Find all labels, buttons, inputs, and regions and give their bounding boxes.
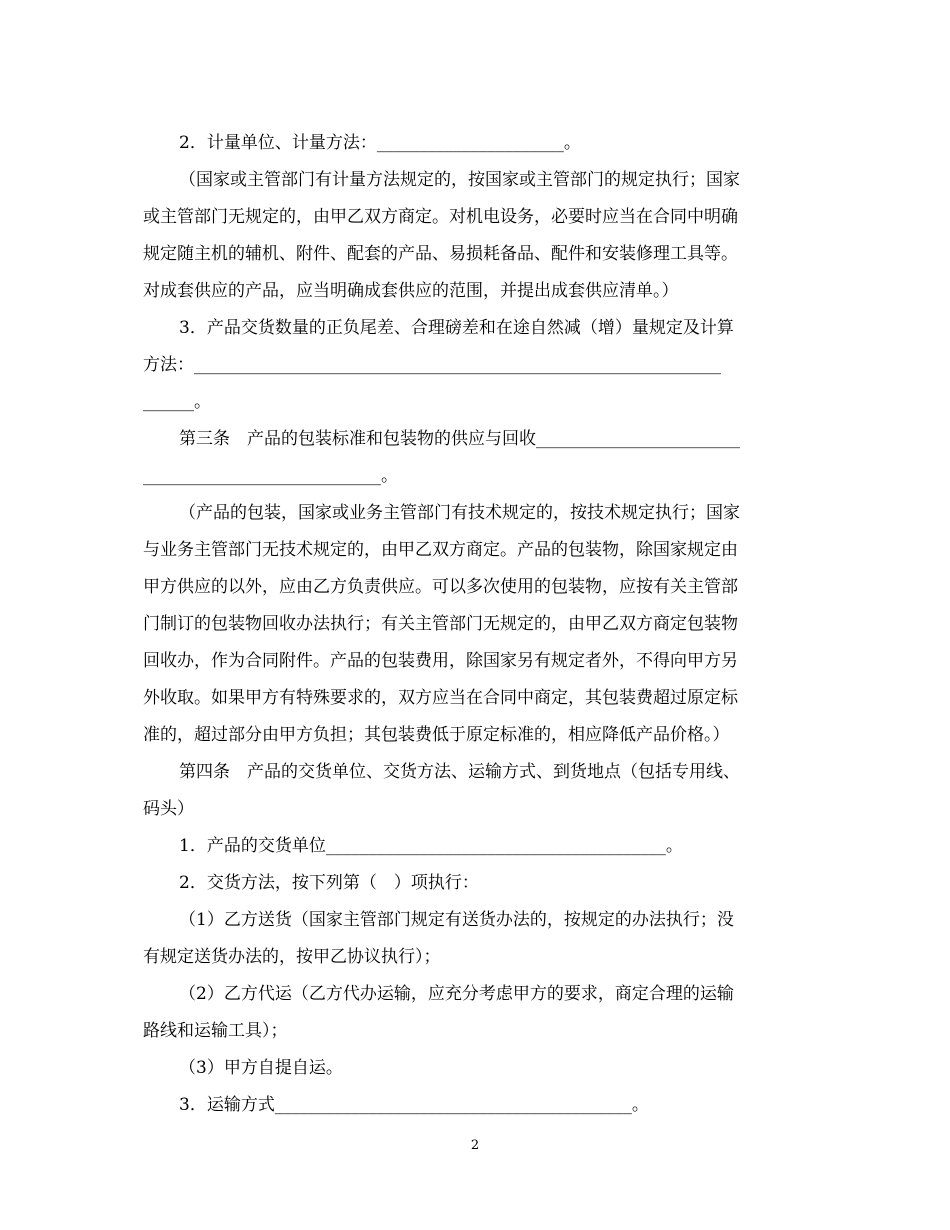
clause-2-measurement-unit: 2．计量单位、计量方法：______________________。 [179, 133, 581, 153]
clause-3-method-blank: 方法：______________________________________________________________ [143, 355, 721, 375]
packaging-note-line-5: 回收办，作为合同附件。产品的包装费用，除国家另有规定者外，不得向甲方另 [143, 651, 738, 671]
article-4-heading: 第四条 产品的交货单位、交货方法、运输方式、到货地点（包括专用线、 [179, 762, 740, 782]
clause-3-method-blank-end: ______。 [143, 392, 211, 412]
packaging-note-line-3: 甲方供应的以外，应由乙方负责供应。可以多次使用的包装物，应按有关主管部 [143, 577, 738, 597]
clause-1-delivery-unit: 1．产品的交货单位________________________________________。 [179, 836, 683, 856]
article-3-heading: 第三条 产品的包装标准和包装物的供应与回收________________________ [179, 429, 740, 449]
measurement-note-line-3: 规定随主机的辅机、附件、配套的产品、易损耗备品、配件和安装修理工具等。 [143, 244, 738, 264]
measurement-note-line-4: 对成套供应的产品，应当明确成套供应的范围，并提出成套供应清单。） [143, 281, 679, 301]
packaging-note-line-6: 外收取。如果甲方有特殊要求的，双方应当在合同中商定，其包装费超过原定标 [143, 688, 738, 708]
measurement-note-line-2: 或主管部门无规定的，由甲乙双方商定。对机电设务，必要时应当在合同中明确 [143, 207, 738, 227]
article-3-blank-end: ____________________________。 [143, 466, 398, 486]
clause-3-quantity-tolerance: 3．产品交货数量的正负尾差、合理磅差和在途自然减（增）量规定及计算 [179, 318, 734, 338]
option-1-seller-delivery-end: 有规定送货办法的，按甲乙协议执行）； [143, 947, 441, 967]
packaging-note-line-4: 门制订的包装物回收办法执行；有关主管部门无规定的，由甲乙双方商定包装物 [143, 614, 738, 634]
article-4-heading-end: 码头） [143, 799, 194, 819]
option-2-seller-shipping-end: 路线和运输工具）； [143, 1021, 288, 1041]
clause-3-transport-mode: 3．运输方式__________________________________________。 [179, 1095, 649, 1115]
document-body [143, 125, 798, 1124]
packaging-note-line-2: 与业务主管部门无技术规定的，由甲乙双方商定。产品的包装物，除国家规定由 [143, 540, 738, 560]
packaging-note-line-7: 准的，超过部分由甲方负担；其包装费低于原定标准的，相应降低产品价格。） [143, 725, 730, 745]
packaging-note-line-1: （产品的包装，国家或业务主管部门有技术规定的，按技术规定执行；国家 [179, 503, 740, 523]
option-2-seller-shipping: （2）乙方代运（乙方代办运输，应充分考虑甲方的要求，商定合理的运输 [179, 984, 734, 1004]
option-1-seller-delivery: （1）乙方送货（国家主管部门规定有送货办法的，按规定的办法执行；没 [179, 910, 734, 930]
measurement-note-line-1: （国家或主管部门有计量方法规定的，按国家或主管部门的规定执行；国家 [179, 170, 740, 190]
option-3-buyer-pickup: （3）甲方自提自运。 [179, 1058, 343, 1078]
clause-2-delivery-method: 2．交货方法，按下列第（ ）项执行： [179, 873, 479, 893]
page-number: 2 [470, 1138, 480, 1153]
